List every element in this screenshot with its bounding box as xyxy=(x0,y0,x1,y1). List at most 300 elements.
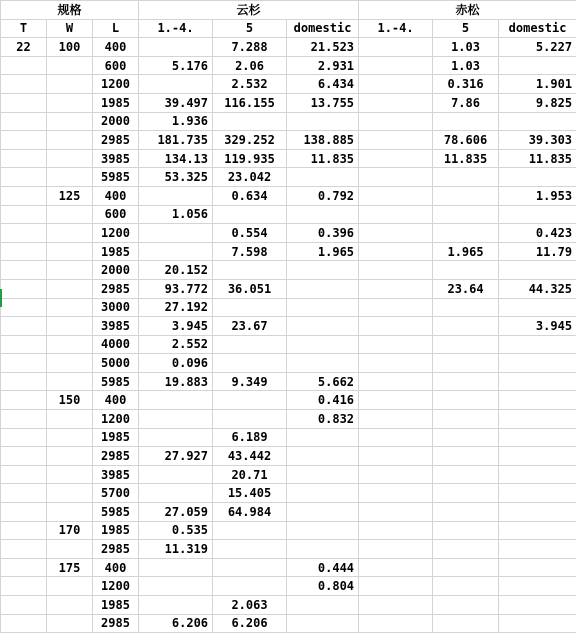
cell-b[interactable]: 2.06 xyxy=(213,56,287,75)
cell-T[interactable] xyxy=(1,447,47,466)
cell-L[interactable]: 1200 xyxy=(93,577,139,596)
cell-e[interactable] xyxy=(433,372,499,391)
cell-W[interactable] xyxy=(47,503,93,522)
cell-b[interactable]: 6.189 xyxy=(213,428,287,447)
cell-c[interactable]: 0.444 xyxy=(287,558,359,577)
cell-b[interactable] xyxy=(213,354,287,373)
cell-d[interactable] xyxy=(359,131,433,150)
cell-W[interactable]: 100 xyxy=(47,38,93,57)
cell-d[interactable] xyxy=(359,298,433,317)
cell-L[interactable]: 5000 xyxy=(93,354,139,373)
cell-T[interactable] xyxy=(1,614,47,633)
cell-b[interactable]: 2.532 xyxy=(213,75,287,94)
cell-c[interactable] xyxy=(287,540,359,559)
header-c5[interactable]: 5 xyxy=(433,19,499,38)
cell-T[interactable] xyxy=(1,261,47,280)
cell-a[interactable] xyxy=(139,465,213,484)
cell-e[interactable] xyxy=(433,391,499,410)
cell-L[interactable]: 1985 xyxy=(93,521,139,540)
cell-T[interactable] xyxy=(1,224,47,243)
cell-e[interactable] xyxy=(433,540,499,559)
cell-d[interactable] xyxy=(359,56,433,75)
cell-b[interactable]: 23.67 xyxy=(213,317,287,336)
cell-L[interactable]: 400 xyxy=(93,38,139,57)
cell-f[interactable] xyxy=(499,540,576,559)
cell-W[interactable] xyxy=(47,298,93,317)
cell-c[interactable]: 0.832 xyxy=(287,410,359,429)
cell-a[interactable]: 27.927 xyxy=(139,447,213,466)
cell-W[interactable] xyxy=(47,168,93,187)
cell-d[interactable] xyxy=(359,410,433,429)
cell-W[interactable] xyxy=(47,484,93,503)
cell-L[interactable]: 2985 xyxy=(93,614,139,633)
cell-c[interactable] xyxy=(287,447,359,466)
cell-f[interactable] xyxy=(499,484,576,503)
header-T[interactable]: T xyxy=(1,19,47,38)
cell-e[interactable]: 1.03 xyxy=(433,38,499,57)
cell-T[interactable] xyxy=(1,484,47,503)
cell-b[interactable] xyxy=(213,577,287,596)
cell-T[interactable] xyxy=(1,131,47,150)
cell-T[interactable] xyxy=(1,465,47,484)
cell-a[interactable]: 3.945 xyxy=(139,317,213,336)
cell-L[interactable]: 1985 xyxy=(93,596,139,615)
cell-d[interactable] xyxy=(359,521,433,540)
cell-b[interactable] xyxy=(213,391,287,410)
cell-a[interactable] xyxy=(139,577,213,596)
cell-a[interactable] xyxy=(139,484,213,503)
cell-L[interactable]: 2985 xyxy=(93,540,139,559)
cell-L[interactable]: 400 xyxy=(93,391,139,410)
cell-L[interactable]: 5985 xyxy=(93,503,139,522)
cell-f[interactable] xyxy=(499,614,576,633)
header-c1[interactable]: 1.-4. xyxy=(139,19,213,38)
cell-W[interactable]: 175 xyxy=(47,558,93,577)
cell-b[interactable]: 119.935 xyxy=(213,149,287,168)
cell-f[interactable] xyxy=(499,596,576,615)
cell-f[interactable] xyxy=(499,168,576,187)
cell-c[interactable] xyxy=(287,112,359,131)
cell-f[interactable] xyxy=(499,261,576,280)
cell-c[interactable] xyxy=(287,465,359,484)
cell-a[interactable]: 53.325 xyxy=(139,168,213,187)
cell-c[interactable] xyxy=(287,484,359,503)
cell-f[interactable] xyxy=(499,410,576,429)
cell-b[interactable]: 0.554 xyxy=(213,224,287,243)
cell-d[interactable] xyxy=(359,354,433,373)
cell-L[interactable]: 400 xyxy=(93,558,139,577)
cell-e[interactable]: 11.835 xyxy=(433,149,499,168)
cell-L[interactable]: 3985 xyxy=(93,317,139,336)
cell-a[interactable]: 0.096 xyxy=(139,354,213,373)
cell-d[interactable] xyxy=(359,372,433,391)
cell-f[interactable] xyxy=(499,577,576,596)
cell-c[interactable]: 13.755 xyxy=(287,93,359,112)
cell-W[interactable]: 125 xyxy=(47,186,93,205)
cell-T[interactable] xyxy=(1,279,47,298)
cell-d[interactable] xyxy=(359,75,433,94)
cell-e[interactable]: 78.606 xyxy=(433,131,499,150)
cell-f[interactable] xyxy=(499,465,576,484)
cell-T[interactable] xyxy=(1,186,47,205)
cell-T[interactable] xyxy=(1,242,47,261)
cell-b[interactable]: 329.252 xyxy=(213,131,287,150)
cell-d[interactable] xyxy=(359,168,433,187)
header-group-pine[interactable]: 赤松 xyxy=(359,1,576,20)
cell-L[interactable]: 2985 xyxy=(93,447,139,466)
cell-W[interactable] xyxy=(47,540,93,559)
cell-e[interactable] xyxy=(433,484,499,503)
cell-a[interactable]: 11.319 xyxy=(139,540,213,559)
cell-T[interactable] xyxy=(1,596,47,615)
cell-c[interactable] xyxy=(287,503,359,522)
cell-f[interactable]: 11.79 xyxy=(499,242,576,261)
cell-b[interactable]: 7.288 xyxy=(213,38,287,57)
cell-b[interactable]: 23.042 xyxy=(213,168,287,187)
cell-d[interactable] xyxy=(359,558,433,577)
cell-f[interactable] xyxy=(499,298,576,317)
cell-W[interactable] xyxy=(47,317,93,336)
cell-c[interactable]: 138.885 xyxy=(287,131,359,150)
cell-T[interactable] xyxy=(1,205,47,224)
cell-a[interactable]: 6.206 xyxy=(139,614,213,633)
cell-W[interactable]: 170 xyxy=(47,521,93,540)
cell-d[interactable] xyxy=(359,112,433,131)
cell-e[interactable] xyxy=(433,205,499,224)
cell-b[interactable]: 0.634 xyxy=(213,186,287,205)
cell-d[interactable] xyxy=(359,335,433,354)
header-group-spruce[interactable]: 云杉 xyxy=(139,1,359,20)
cell-f[interactable]: 44.325 xyxy=(499,279,576,298)
cell-d[interactable] xyxy=(359,186,433,205)
cell-a[interactable] xyxy=(139,186,213,205)
cell-W[interactable] xyxy=(47,428,93,447)
cell-W[interactable] xyxy=(47,131,93,150)
cell-L[interactable]: 600 xyxy=(93,205,139,224)
cell-f[interactable] xyxy=(499,503,576,522)
cell-b[interactable] xyxy=(213,540,287,559)
cell-d[interactable] xyxy=(359,447,433,466)
cell-L[interactable]: 600 xyxy=(93,56,139,75)
cell-f[interactable] xyxy=(499,428,576,447)
cell-e[interactable] xyxy=(433,465,499,484)
cell-d[interactable] xyxy=(359,93,433,112)
cell-a[interactable]: 19.883 xyxy=(139,372,213,391)
cell-a[interactable] xyxy=(139,391,213,410)
cell-b[interactable]: 2.063 xyxy=(213,596,287,615)
cell-b[interactable]: 20.71 xyxy=(213,465,287,484)
cell-L[interactable]: 1200 xyxy=(93,224,139,243)
cell-T[interactable] xyxy=(1,56,47,75)
cell-T[interactable] xyxy=(1,149,47,168)
cell-L[interactable]: 3985 xyxy=(93,465,139,484)
cell-f[interactable]: 39.303 xyxy=(499,131,576,150)
cell-e[interactable]: 7.86 xyxy=(433,93,499,112)
cell-c[interactable] xyxy=(287,428,359,447)
cell-W[interactable] xyxy=(47,410,93,429)
cell-b[interactable]: 36.051 xyxy=(213,279,287,298)
cell-W[interactable] xyxy=(47,596,93,615)
cell-e[interactable] xyxy=(433,521,499,540)
cell-T[interactable] xyxy=(1,558,47,577)
cell-c[interactable]: 11.835 xyxy=(287,149,359,168)
cell-T[interactable] xyxy=(1,540,47,559)
cell-b[interactable]: 9.349 xyxy=(213,372,287,391)
cell-e[interactable] xyxy=(433,186,499,205)
cell-b[interactable]: 7.598 xyxy=(213,242,287,261)
cell-b[interactable]: 64.984 xyxy=(213,503,287,522)
cell-L[interactable]: 2985 xyxy=(93,279,139,298)
cell-a[interactable] xyxy=(139,224,213,243)
cell-e[interactable] xyxy=(433,317,499,336)
cell-c[interactable]: 0.804 xyxy=(287,577,359,596)
cell-L[interactable]: 5700 xyxy=(93,484,139,503)
cell-T[interactable] xyxy=(1,298,47,317)
header-c2[interactable]: 5 xyxy=(213,19,287,38)
cell-b[interactable] xyxy=(213,298,287,317)
cell-d[interactable] xyxy=(359,391,433,410)
cell-e[interactable] xyxy=(433,503,499,522)
cell-W[interactable] xyxy=(47,205,93,224)
cell-a[interactable] xyxy=(139,596,213,615)
cell-W[interactable]: 150 xyxy=(47,391,93,410)
cell-e[interactable] xyxy=(433,428,499,447)
cell-a[interactable]: 1.936 xyxy=(139,112,213,131)
cell-L[interactable]: 2000 xyxy=(93,112,139,131)
cell-b[interactable] xyxy=(213,112,287,131)
cell-L[interactable]: 1200 xyxy=(93,75,139,94)
cell-c[interactable] xyxy=(287,279,359,298)
cell-f[interactable]: 1.901 xyxy=(499,75,576,94)
cell-a[interactable]: 2.552 xyxy=(139,335,213,354)
cell-c[interactable]: 0.396 xyxy=(287,224,359,243)
cell-L[interactable]: 1985 xyxy=(93,93,139,112)
cell-c[interactable] xyxy=(287,335,359,354)
cell-f[interactable] xyxy=(499,391,576,410)
cell-W[interactable] xyxy=(47,577,93,596)
cell-a[interactable] xyxy=(139,242,213,261)
header-L[interactable]: L xyxy=(93,19,139,38)
cell-T[interactable] xyxy=(1,317,47,336)
cell-T[interactable] xyxy=(1,503,47,522)
cell-a[interactable]: 27.192 xyxy=(139,298,213,317)
cell-W[interactable] xyxy=(47,279,93,298)
cell-b[interactable] xyxy=(213,335,287,354)
cell-b[interactable]: 15.405 xyxy=(213,484,287,503)
cell-L[interactable]: 5985 xyxy=(93,372,139,391)
cell-e[interactable] xyxy=(433,614,499,633)
cell-L[interactable]: 1985 xyxy=(93,428,139,447)
cell-L[interactable]: 2985 xyxy=(93,131,139,150)
cell-c[interactable]: 0.416 xyxy=(287,391,359,410)
cell-c[interactable] xyxy=(287,317,359,336)
cell-c[interactable]: 5.662 xyxy=(287,372,359,391)
cell-T[interactable] xyxy=(1,168,47,187)
cell-e[interactable] xyxy=(433,261,499,280)
cell-a[interactable]: 181.735 xyxy=(139,131,213,150)
cell-d[interactable] xyxy=(359,261,433,280)
cell-e[interactable]: 23.64 xyxy=(433,279,499,298)
cell-c[interactable] xyxy=(287,596,359,615)
cell-L[interactable]: 2000 xyxy=(93,261,139,280)
cell-W[interactable] xyxy=(47,242,93,261)
cell-a[interactable]: 93.772 xyxy=(139,279,213,298)
cell-a[interactable]: 0.535 xyxy=(139,521,213,540)
cell-T[interactable] xyxy=(1,75,47,94)
cell-a[interactable]: 5.176 xyxy=(139,56,213,75)
cell-b[interactable]: 43.442 xyxy=(213,447,287,466)
cell-b[interactable] xyxy=(213,261,287,280)
cell-T[interactable] xyxy=(1,93,47,112)
cell-f[interactable] xyxy=(499,447,576,466)
cell-b[interactable] xyxy=(213,558,287,577)
cell-c[interactable] xyxy=(287,521,359,540)
cell-T[interactable] xyxy=(1,372,47,391)
cell-a[interactable] xyxy=(139,410,213,429)
cell-c[interactable]: 0.792 xyxy=(287,186,359,205)
cell-e[interactable] xyxy=(433,298,499,317)
cell-d[interactable] xyxy=(359,614,433,633)
cell-T[interactable] xyxy=(1,410,47,429)
cell-L[interactable]: 3000 xyxy=(93,298,139,317)
cell-W[interactable] xyxy=(47,112,93,131)
cell-b[interactable] xyxy=(213,521,287,540)
cell-f[interactable]: 9.825 xyxy=(499,93,576,112)
cell-a[interactable] xyxy=(139,38,213,57)
cell-W[interactable] xyxy=(47,75,93,94)
cell-e[interactable] xyxy=(433,558,499,577)
cell-W[interactable] xyxy=(47,465,93,484)
header-c3[interactable]: domestic xyxy=(287,19,359,38)
cell-d[interactable] xyxy=(359,224,433,243)
cell-f[interactable]: 11.835 xyxy=(499,149,576,168)
cell-e[interactable] xyxy=(433,335,499,354)
cell-d[interactable] xyxy=(359,279,433,298)
cell-a[interactable]: 20.152 xyxy=(139,261,213,280)
cell-L[interactable]: 3985 xyxy=(93,149,139,168)
cell-W[interactable] xyxy=(47,224,93,243)
cell-b[interactable] xyxy=(213,410,287,429)
header-c4[interactable]: 1.-4. xyxy=(359,19,433,38)
cell-d[interactable] xyxy=(359,503,433,522)
cell-W[interactable] xyxy=(47,56,93,75)
cell-d[interactable] xyxy=(359,577,433,596)
cell-e[interactable] xyxy=(433,410,499,429)
cell-c[interactable] xyxy=(287,205,359,224)
cell-d[interactable] xyxy=(359,596,433,615)
cell-b[interactable]: 116.155 xyxy=(213,93,287,112)
cell-c[interactable] xyxy=(287,298,359,317)
header-spec[interactable]: 规格 xyxy=(1,1,139,20)
cell-W[interactable] xyxy=(47,447,93,466)
cell-L[interactable]: 1985 xyxy=(93,242,139,261)
cell-c[interactable]: 1.965 xyxy=(287,242,359,261)
cell-L[interactable]: 400 xyxy=(93,186,139,205)
cell-W[interactable] xyxy=(47,93,93,112)
header-W[interactable]: W xyxy=(47,19,93,38)
cell-d[interactable] xyxy=(359,428,433,447)
cell-T[interactable] xyxy=(1,112,47,131)
cell-W[interactable] xyxy=(47,372,93,391)
cell-T[interactable] xyxy=(1,391,47,410)
cell-a[interactable]: 134.13 xyxy=(139,149,213,168)
cell-e[interactable] xyxy=(433,168,499,187)
cell-W[interactable] xyxy=(47,261,93,280)
cell-W[interactable] xyxy=(47,149,93,168)
cell-T[interactable] xyxy=(1,428,47,447)
cell-e[interactable] xyxy=(433,112,499,131)
cell-f[interactable] xyxy=(499,372,576,391)
cell-f[interactable] xyxy=(499,112,576,131)
cell-f[interactable]: 1.953 xyxy=(499,186,576,205)
cell-c[interactable] xyxy=(287,168,359,187)
cell-d[interactable] xyxy=(359,149,433,168)
cell-f[interactable]: 0.423 xyxy=(499,224,576,243)
cell-T[interactable] xyxy=(1,354,47,373)
cell-W[interactable] xyxy=(47,335,93,354)
cell-f[interactable]: 5.227 xyxy=(499,38,576,57)
cell-b[interactable] xyxy=(213,205,287,224)
cell-a[interactable] xyxy=(139,75,213,94)
cell-b[interactable]: 6.206 xyxy=(213,614,287,633)
cell-f[interactable] xyxy=(499,354,576,373)
cell-f[interactable] xyxy=(499,56,576,75)
cell-T[interactable] xyxy=(1,577,47,596)
cell-c[interactable] xyxy=(287,354,359,373)
cell-c[interactable] xyxy=(287,261,359,280)
cell-d[interactable] xyxy=(359,484,433,503)
cell-d[interactable] xyxy=(359,205,433,224)
cell-T[interactable]: 22 xyxy=(1,38,47,57)
cell-L[interactable]: 4000 xyxy=(93,335,139,354)
cell-d[interactable] xyxy=(359,38,433,57)
cell-T[interactable] xyxy=(1,335,47,354)
cell-W[interactable] xyxy=(47,354,93,373)
cell-c[interactable] xyxy=(287,614,359,633)
cell-e[interactable] xyxy=(433,577,499,596)
cell-a[interactable] xyxy=(139,428,213,447)
cell-e[interactable]: 1.03 xyxy=(433,56,499,75)
cell-e[interactable] xyxy=(433,224,499,243)
cell-f[interactable] xyxy=(499,335,576,354)
cell-e[interactable] xyxy=(433,354,499,373)
cell-f[interactable] xyxy=(499,558,576,577)
cell-a[interactable] xyxy=(139,558,213,577)
cell-e[interactable]: 1.965 xyxy=(433,242,499,261)
cell-e[interactable] xyxy=(433,596,499,615)
cell-a[interactable]: 1.056 xyxy=(139,205,213,224)
cell-c[interactable]: 6.434 xyxy=(287,75,359,94)
cell-L[interactable]: 5985 xyxy=(93,168,139,187)
cell-d[interactable] xyxy=(359,465,433,484)
cell-e[interactable] xyxy=(433,447,499,466)
cell-d[interactable] xyxy=(359,317,433,336)
cell-e[interactable]: 0.316 xyxy=(433,75,499,94)
cell-d[interactable] xyxy=(359,242,433,261)
header-c6[interactable]: domestic xyxy=(499,19,576,38)
cell-c[interactable]: 2.931 xyxy=(287,56,359,75)
cell-f[interactable]: 3.945 xyxy=(499,317,576,336)
cell-f[interactable] xyxy=(499,205,576,224)
cell-f[interactable] xyxy=(499,521,576,540)
cell-a[interactable]: 39.497 xyxy=(139,93,213,112)
cell-a[interactable]: 27.059 xyxy=(139,503,213,522)
cell-L[interactable]: 1200 xyxy=(93,410,139,429)
cell-T[interactable] xyxy=(1,521,47,540)
cell-W[interactable] xyxy=(47,614,93,633)
cell-d[interactable] xyxy=(359,540,433,559)
cell-c[interactable]: 21.523 xyxy=(287,38,359,57)
